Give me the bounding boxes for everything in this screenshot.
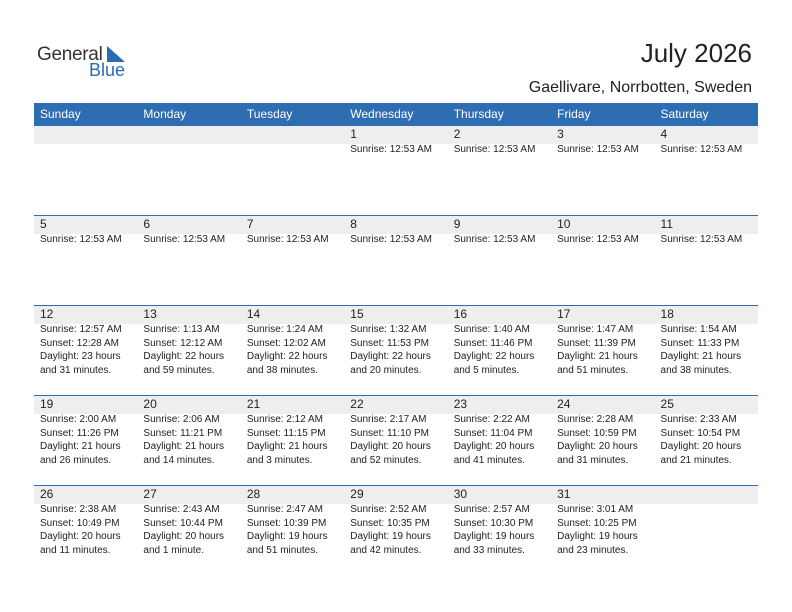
day-cell xyxy=(655,486,758,576)
day-number: 27 xyxy=(143,487,157,501)
sun-info-line: Daylight: 23 hours xyxy=(40,351,121,362)
sun-info-line: Daylight: 19 hours xyxy=(246,531,328,542)
day-number: 16 xyxy=(453,307,468,321)
weekday-sunday: Sunday xyxy=(40,107,81,121)
location-subtitle: Gaellivare, Norrbotten, Sweden xyxy=(528,79,752,96)
sun-info-line: Sunrise: 2:06 AM xyxy=(143,414,220,425)
sun-info-line: and 3 minutes. xyxy=(246,454,313,466)
sun-info-line: Daylight: 21 hours xyxy=(143,441,225,452)
day-number: 12 xyxy=(40,307,54,321)
sun-info-line: Sunrise: 12:53 AM xyxy=(350,234,432,245)
day-cell xyxy=(34,216,137,306)
sun-info-line: Sunset: 11:15 PM xyxy=(246,427,326,439)
sun-info-line: Sunrise: 2:12 AM xyxy=(246,414,323,425)
sun-info-line: Daylight: 20 hours xyxy=(143,531,225,542)
sun-info-line: Sunrise: 12:53 AM xyxy=(660,234,743,245)
day-number: 22 xyxy=(350,397,364,411)
weekday-wednesday: Wednesday xyxy=(350,107,414,121)
sun-info-line: Sunset: 11:04 PM xyxy=(453,427,533,439)
sun-info-line: and 31 minutes. xyxy=(40,364,112,376)
sun-info-line: Sunrise: 2:22 AM xyxy=(453,414,530,425)
sun-info-line: Sunset: 10:25 PM xyxy=(557,517,637,529)
day-cell xyxy=(655,306,758,396)
day-cell xyxy=(34,486,137,576)
sun-info-line: and 42 minutes. xyxy=(350,544,422,556)
sun-info-line: Sunset: 11:10 PM xyxy=(350,427,430,439)
day-number: 6 xyxy=(143,217,151,231)
day-number: 4 xyxy=(660,127,668,141)
sun-info-line: Sunrise: 12:53 AM xyxy=(143,234,226,245)
sun-info-line: Sunrise: 2:43 AM xyxy=(143,504,220,515)
sun-info-line: Sunset: 10:49 PM xyxy=(40,517,120,529)
day-cell xyxy=(344,216,447,306)
week-row xyxy=(34,305,758,396)
sun-info-line: and 41 minutes. xyxy=(453,454,525,466)
sun-info-line: Sunrise: 1:47 AM xyxy=(557,324,634,335)
day-number: 7 xyxy=(246,217,254,231)
sun-info-line: and 14 minutes. xyxy=(143,454,215,466)
sun-info-line: Sunset: 10:54 PM xyxy=(660,427,741,439)
sun-info-line: and 20 minutes. xyxy=(350,364,422,376)
day-cell xyxy=(34,306,137,396)
day-cell xyxy=(137,126,240,216)
sun-info-line: and 21 minutes. xyxy=(660,454,732,466)
day-cell xyxy=(448,126,551,216)
day-cell xyxy=(241,126,344,216)
sun-info-line: and 51 minutes. xyxy=(557,364,629,376)
sun-info-line: Sunrise: 12:53 AM xyxy=(557,144,639,155)
week-row xyxy=(34,215,758,306)
day-cell xyxy=(137,396,240,486)
sun-info-line: and 38 minutes. xyxy=(660,364,732,376)
sun-info-line: and 23 minutes. xyxy=(557,544,629,556)
sun-info-line: Sunrise: 12:53 AM xyxy=(350,144,432,155)
sun-info-line: Daylight: 22 hours xyxy=(143,351,225,362)
day-cell xyxy=(448,216,551,306)
day-cell xyxy=(551,486,654,576)
sun-info-line: Sunrise: 12:57 AM xyxy=(40,324,122,335)
day-number: 8 xyxy=(350,217,357,231)
sun-info-line: Sunset: 10:39 PM xyxy=(246,517,327,529)
day-number: 21 xyxy=(246,397,261,411)
sun-info-line: and 52 minutes. xyxy=(350,454,422,466)
sun-info-line: Daylight: 20 hours xyxy=(40,531,121,542)
day-number: 31 xyxy=(557,487,571,501)
day-number: 3 xyxy=(557,127,564,141)
sun-info-line: Sunset: 10:59 PM xyxy=(557,427,637,439)
sun-info-line: and 11 minutes. xyxy=(40,544,111,556)
day-cell xyxy=(551,126,654,216)
day-cell xyxy=(241,486,344,576)
day-number: 2 xyxy=(453,127,461,141)
sun-info-line: Sunrise: 1:24 AM xyxy=(246,324,323,335)
day-number-band xyxy=(34,126,137,144)
sun-info-line: Sunrise: 2:28 AM xyxy=(557,414,634,425)
day-cell xyxy=(344,396,447,486)
day-number-band xyxy=(137,126,240,144)
day-cell xyxy=(137,216,240,306)
weekday-monday: Monday xyxy=(143,107,187,121)
sun-info-line: Sunrise: 2:52 AM xyxy=(350,504,427,515)
sun-info-line: Daylight: 19 hours xyxy=(557,531,638,542)
page-title: July 2026 xyxy=(640,38,752,68)
sun-info-line: Sunrise: 12:53 AM xyxy=(246,234,329,245)
day-number: 24 xyxy=(557,397,571,411)
sun-info-line: Daylight: 20 hours xyxy=(350,441,431,452)
day-number: 26 xyxy=(40,487,54,501)
sun-info-line: Sunrise: 2:33 AM xyxy=(660,414,737,425)
day-number: 23 xyxy=(453,397,468,411)
sun-info-line: Sunset: 10:30 PM xyxy=(453,517,534,529)
day-cell xyxy=(241,216,344,306)
day-number: 14 xyxy=(246,307,261,321)
sun-info-line: Daylight: 20 hours xyxy=(453,441,535,452)
day-number: 10 xyxy=(557,217,571,231)
day-number: 11 xyxy=(660,217,673,231)
sun-info-line: Sunrise: 2:57 AM xyxy=(453,504,530,515)
weekday-saturday: Saturday xyxy=(660,107,709,121)
sun-info-line: Sunrise: 2:47 AM xyxy=(246,504,323,515)
day-cell xyxy=(448,306,551,396)
sun-info-line: Sunrise: 1:13 AM xyxy=(143,324,220,335)
sun-info-line: Sunset: 11:21 PM xyxy=(143,427,223,439)
weekday-friday: Friday xyxy=(557,107,591,121)
weekday-header xyxy=(34,103,758,125)
day-cell xyxy=(34,126,137,216)
sun-info-line: Daylight: 22 hours xyxy=(350,351,431,362)
sun-info-line: Sunrise: 12:53 AM xyxy=(40,234,122,245)
week-row xyxy=(34,485,758,576)
sun-info-line: and 38 minutes. xyxy=(246,364,319,376)
day-cell xyxy=(551,216,654,306)
day-number: 5 xyxy=(40,217,47,231)
sun-info-line: and 1 minute. xyxy=(143,544,205,556)
logo-blue-text: Blue xyxy=(89,60,126,80)
day-number: 25 xyxy=(660,397,674,411)
sun-info-line: Daylight: 21 hours xyxy=(246,441,328,452)
day-number-band xyxy=(241,126,344,144)
sun-info-line: Sunrise: 12:53 AM xyxy=(453,144,536,155)
day-cell xyxy=(241,396,344,486)
day-number: 29 xyxy=(350,487,364,501)
day-cell xyxy=(551,396,654,486)
sun-info-line: Sunrise: 12:53 AM xyxy=(557,234,639,245)
sun-info-line: and 51 minutes. xyxy=(246,544,319,556)
sun-info-line: Sunrise: 1:32 AM xyxy=(350,324,427,335)
sun-info-line: Daylight: 19 hours xyxy=(350,531,431,542)
sun-info-line: Sunset: 10:44 PM xyxy=(143,517,223,529)
day-cell xyxy=(655,396,758,486)
sun-info-line: Daylight: 20 hours xyxy=(557,441,638,452)
sun-info-line: and 59 minutes. xyxy=(143,364,215,376)
sun-info-line: Sunset: 11:53 PM xyxy=(350,337,430,349)
logo xyxy=(37,42,137,82)
sun-info-line: Sunset: 10:35 PM xyxy=(350,517,430,529)
day-cell xyxy=(344,486,447,576)
day-number: 17 xyxy=(557,307,571,321)
sun-info-line: and 5 minutes. xyxy=(453,364,520,376)
day-cell xyxy=(34,396,137,486)
sun-info-line: and 33 minutes. xyxy=(453,544,525,556)
day-number: 18 xyxy=(660,307,674,321)
sun-info-line: Sunset: 11:26 PM xyxy=(40,427,119,439)
logo-general-text: General xyxy=(37,44,103,65)
sun-info-line: Daylight: 21 hours xyxy=(40,441,121,452)
sun-info-line: Sunrise: 3:01 AM xyxy=(557,504,634,515)
sun-info-line: Sunrise: 2:38 AM xyxy=(40,504,117,515)
week-row xyxy=(34,395,758,486)
sun-info-line: and 26 minutes. xyxy=(40,454,112,466)
sun-info-line: Sunset: 12:12 AM xyxy=(143,337,223,349)
sun-info-line: Sunrise: 12:53 AM xyxy=(660,144,743,155)
week-row xyxy=(34,125,758,216)
sun-info-line: Sunrise: 1:54 AM xyxy=(660,324,737,335)
sun-info-line: Sunset: 11:33 PM xyxy=(660,337,740,349)
sun-info-line: and 31 minutes. xyxy=(557,454,629,466)
day-cell xyxy=(655,216,758,306)
day-number: 28 xyxy=(246,487,261,501)
sun-info-line: Daylight: 21 hours xyxy=(557,351,638,362)
day-number: 9 xyxy=(453,217,461,231)
day-cell xyxy=(344,126,447,216)
sun-info-line: Sunrise: 2:00 AM xyxy=(40,414,117,425)
day-number: 19 xyxy=(40,397,54,411)
day-cell xyxy=(241,306,344,396)
sun-info-line: Sunset: 11:39 PM xyxy=(557,337,636,349)
day-number-band xyxy=(655,486,758,504)
day-number: 30 xyxy=(453,487,468,501)
day-number: 1 xyxy=(350,127,357,141)
day-number: 13 xyxy=(143,307,157,321)
sun-info-line: Sunset: 12:02 AM xyxy=(246,337,326,349)
weekday-thursday: Thursday xyxy=(453,107,504,121)
day-cell xyxy=(551,306,654,396)
sun-info-line: Daylight: 21 hours xyxy=(660,351,742,362)
day-cell xyxy=(344,306,447,396)
day-cell xyxy=(655,126,758,216)
sun-info-line: Daylight: 20 hours xyxy=(660,441,742,452)
sun-info-line: Sunset: 12:28 AM xyxy=(40,337,119,349)
day-cell xyxy=(137,486,240,576)
sun-info-line: Daylight: 19 hours xyxy=(453,531,535,542)
sun-info-line: Daylight: 22 hours xyxy=(453,351,535,362)
sun-info-line: Sunrise: 1:40 AM xyxy=(453,324,530,335)
day-number: 20 xyxy=(143,397,157,411)
day-cell xyxy=(448,486,551,576)
day-cell xyxy=(137,306,240,396)
day-cell xyxy=(448,396,551,486)
day-number: 15 xyxy=(350,307,364,321)
sun-info-line: Sunrise: 2:17 AM xyxy=(350,414,427,425)
weekday-tuesday: Tuesday xyxy=(246,107,293,121)
sun-info-line: Sunrise: 12:53 AM xyxy=(453,234,536,245)
sun-info-line: Sunset: 11:46 PM xyxy=(453,337,533,349)
sun-info-line: Daylight: 22 hours xyxy=(246,351,328,362)
